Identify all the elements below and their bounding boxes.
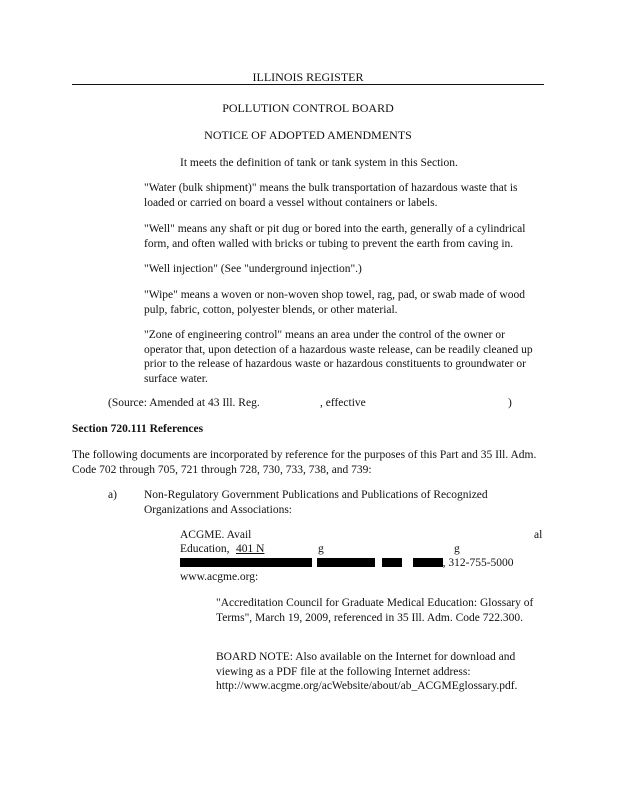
source-note-close: ) (508, 397, 512, 409)
intro-paragraph: It meets the definition of tank or tank system in this Section. (180, 157, 458, 169)
acgme-fragment-g1: g (318, 543, 324, 555)
source-note-left: (Source: Amended at 43 Ill. Reg. (108, 397, 260, 409)
redaction-bar (180, 558, 312, 567)
notice-title: NOTICE OF ADOPTED AMENDMENTS (204, 128, 412, 142)
acgme-address: 401 N (236, 543, 265, 555)
board-note: BOARD NOTE: Also available on the Internet for download and viewing as a PDF file at the following Internet address: http://www.acgme.org/acWebsite/about/ab_ACGMEglossary.pdf. (216, 651, 518, 692)
acgme-redacted-line (180, 556, 550, 571)
redaction-bar (413, 558, 443, 567)
item-a-label: a) (108, 489, 117, 501)
section-lead-paragraph: The following documents are incorporated by reference for the purposes of this Part and 35 Ill. Adm. Code 702 through 705, 721 through 728, 730, 733, 738, and 739: (72, 449, 537, 476)
acgme-fragment-g2: g (454, 543, 460, 555)
header-rule (72, 84, 544, 85)
redaction-bar (382, 558, 402, 567)
acgme-line1-left: ACGME. Avail (180, 529, 252, 541)
acgme-line2-left: Education, (180, 543, 230, 555)
section-heading: Section 720.111 References (72, 423, 204, 435)
item-a-text: Non-Regulatory Government Publications and Publications of Recognized Organizations and Associations: (144, 489, 488, 516)
acgme-glossary-citation: "Accreditation Council for Graduate Medical Education: Glossary of Terms", March 19, 2009, referenced in 35 Ill. Adm. Code 722.300. (216, 597, 534, 624)
redaction-bar (317, 558, 375, 567)
register-title: ILLINOIS REGISTER (252, 70, 364, 84)
definition-well-injection: "Well injection" (See "underground injection".) (144, 263, 362, 275)
acgme-line1-right: al (534, 529, 543, 541)
definition-wipe: "Wipe" means a woven or non-woven shop towel, rag, pad, or swab made of wood pulp, fabric, cotton, polyester blends, or other material. (144, 289, 525, 316)
acgme-phone: , 312-755-5000 (442, 557, 514, 569)
board-title: POLLUTION CONTROL BOARD (222, 101, 394, 115)
definition-water: "Water (bulk shipment)" means the bulk transportation of hazardous waste that is loaded or carried on board a vessel without containers or labels. (144, 182, 518, 209)
acgme-website: www.acgme.org: (180, 571, 259, 583)
definition-well: "Well" means any shaft or pit dug or bored into the earth, generally of a cylindrical form, and often walled with bricks or tubing to prevent the earth from caving in. (144, 223, 526, 250)
source-note-effective: , effective (320, 397, 366, 409)
definition-zone: "Zone of engineering control" means an area under the control of the owner or operator that, upon detection of a hazardous waste release, can be readily cleaned up prior to the release of hazardous waste or hazardous constituents to groundwater or surface water. (144, 329, 533, 385)
